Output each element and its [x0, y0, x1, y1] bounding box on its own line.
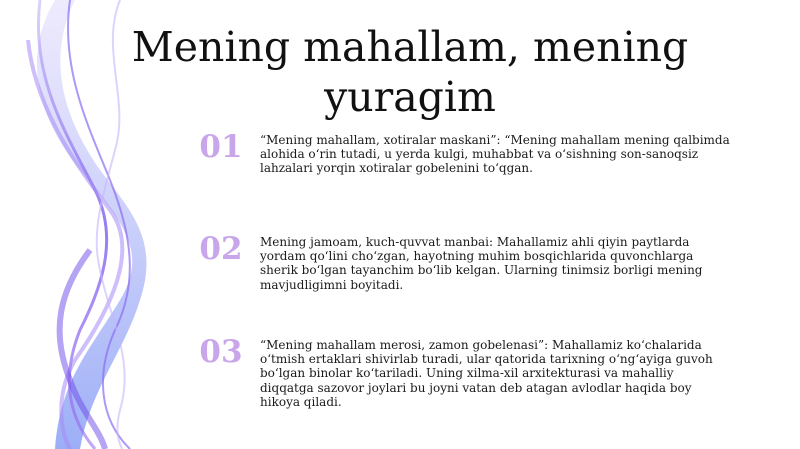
item-text: Mening jamoam, kuch-quvvat manbai: Mahallamiz ahli qiyin paytlarda yordam qoʻlini choʻzgan, hayotning muhim bosqichlarida quvonchlarga sherik boʻlgan tayanchim boʻlib kelgan. Ularning tinimsiz borligi mening mavjudligimni boyitadi.: [260, 235, 703, 292]
item-number: 02: [199, 231, 243, 267]
item-number: 03: [199, 334, 243, 370]
item-text: “Mening mahallam, xotiralar maskani”: “Mening mahallam mening qalbimda alohida oʻrin tutadi, u yerda kulgi, muhabbat va oʻsishning son-sanoqsiz lahzalari yorqin xotiralar gobelenini toʻqgan.: [260, 133, 730, 176]
item-number: 01: [199, 129, 243, 165]
page-title: Mening mahallam, mening yuragim: [131, 23, 689, 121]
item-text: “Mening mahallam merosi, zamon gobelenasi”: Mahallamiz koʻchalarida oʻtmish ertaklari shivirlab turadi, ular qatorida tarixning oʻngʻayiga guvoh boʻlgan binolar koʻtariladi. Uning xilma-xil arxitekturasi va mahalliy diqqatga sazovor joylari bu joyni vatan deb atagan avlodlar haqida boy hikoya qiladi.: [260, 338, 713, 409]
